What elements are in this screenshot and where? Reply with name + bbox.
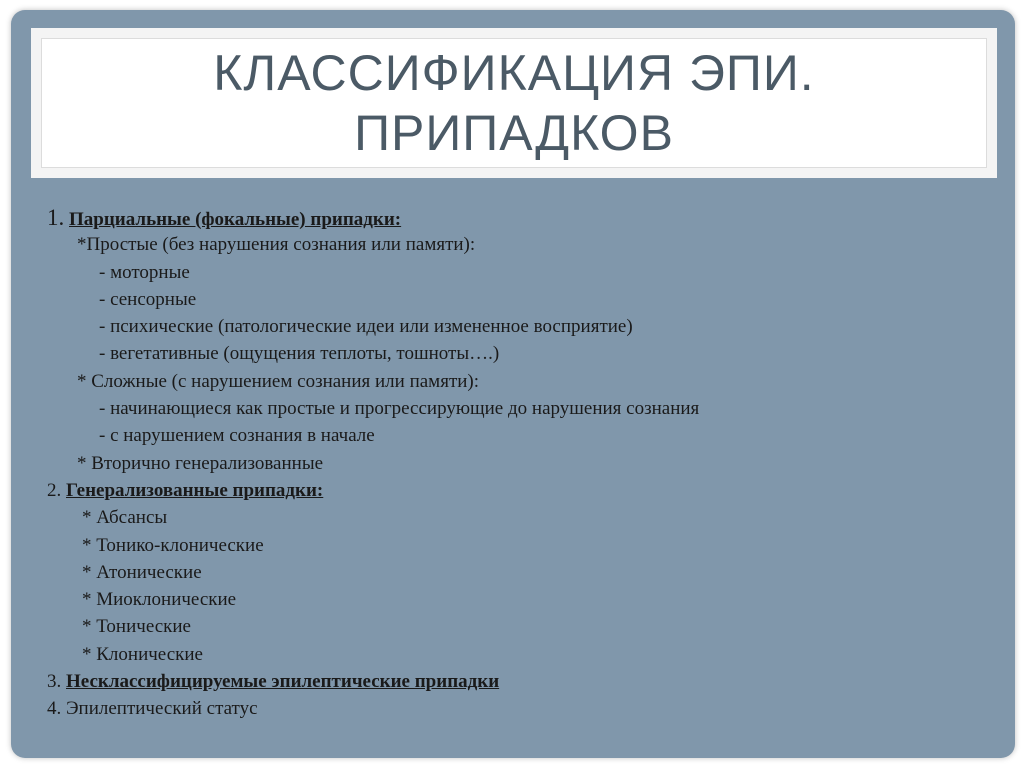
section-text: Эпилептический статус	[66, 698, 258, 720]
list-item: - начинающиеся как простые и прогрессирующие до нарушения сознания	[99, 398, 700, 420]
section-3-heading-row	[47, 668, 987, 695]
section-heading: Генерализованные припадки:	[66, 479, 324, 501]
classification-list	[47, 204, 987, 723]
slide-title-line-2: ПРИПАДКОВ	[354, 105, 674, 161]
section-number: 1.	[47, 205, 65, 230]
list-item: - моторные	[99, 261, 190, 283]
list-item: * Атонические	[82, 561, 202, 583]
list-item: - с нарушением сознания в начале	[99, 425, 375, 447]
list-item: * Вторично генерализованные	[77, 452, 324, 474]
list-item: * Абсансы	[82, 507, 168, 529]
section-heading: Несклассифицируемые эпилептические припадки	[66, 671, 500, 693]
slide	[11, 10, 1015, 758]
section-number: 2.	[47, 479, 62, 501]
list-item: * Тонико-клонические	[82, 534, 264, 556]
list-item: * Сложные (с нарушением сознания или памяти):	[77, 370, 480, 392]
list-item: - психические (патологические идеи или измененное восприятие)	[99, 316, 633, 338]
section-heading: Парциальные (фокальные) припадки:	[69, 209, 402, 230]
section-number: 4.	[47, 698, 62, 720]
title-frame	[31, 28, 997, 178]
section-2-heading-row	[47, 477, 987, 504]
list-item: - сенсорные	[99, 288, 197, 310]
list-item: * Тонические	[82, 616, 191, 638]
list-item: *Простые (без нарушения сознания или памяти):	[77, 234, 476, 256]
section-4-row	[47, 695, 987, 722]
section-number: 3.	[47, 671, 62, 693]
list-item: * Миоклонические	[82, 589, 237, 611]
section-1-heading-row	[47, 204, 987, 231]
title-box	[41, 38, 987, 168]
slide-title-line-1: КЛАССИФИКАЦИЯ ЭПИ.	[213, 45, 815, 101]
list-item: * Клонические	[82, 643, 203, 665]
list-item: - вегетативные (ощущения теплоты, тошноты….)	[99, 343, 500, 365]
